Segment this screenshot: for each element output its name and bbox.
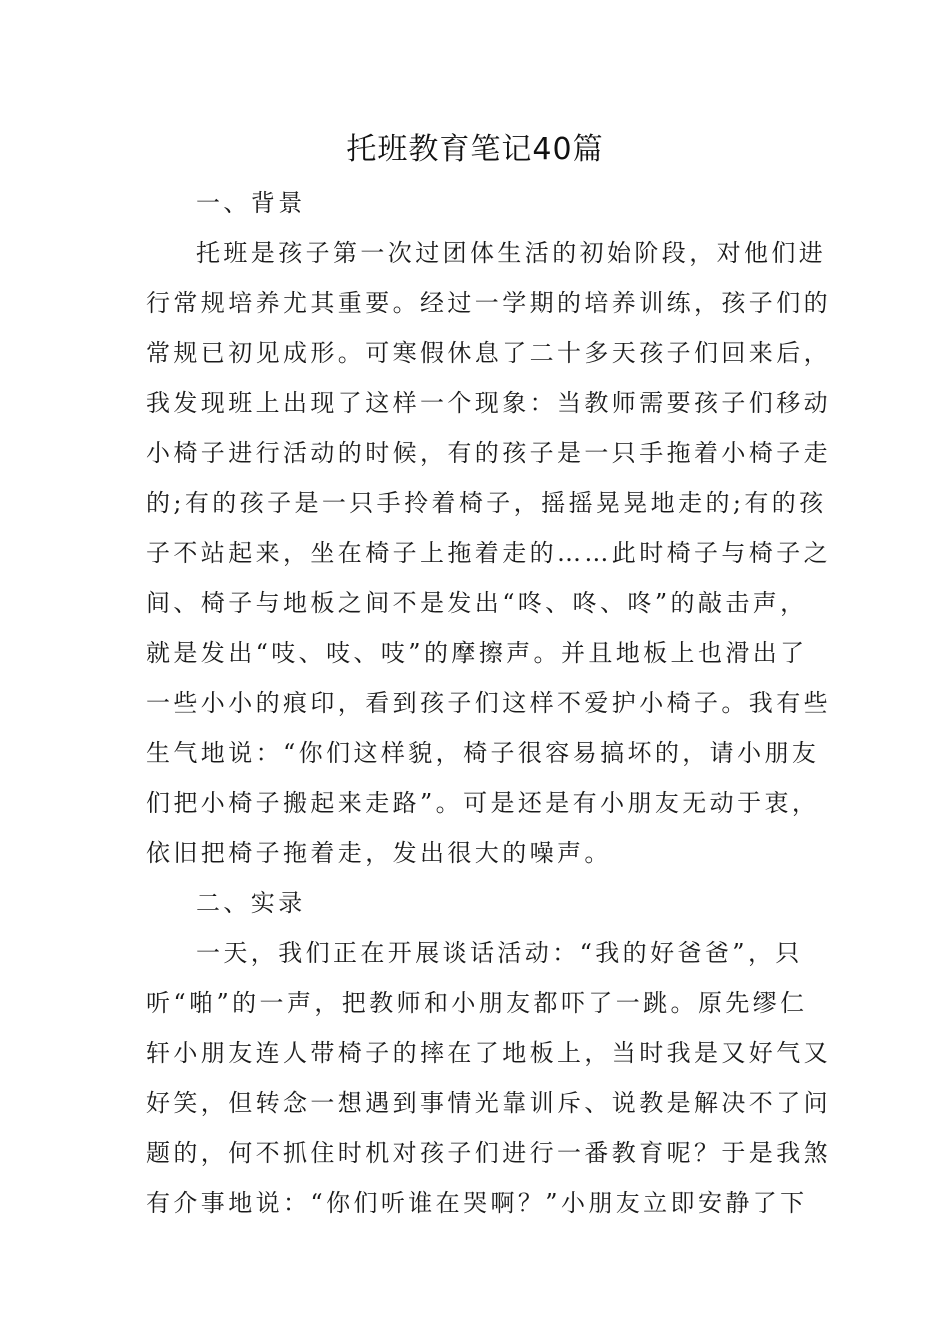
paragraph-line: 们把小椅子搬起来走路”。可是还是有小朋友无动于衷， [146,789,820,817]
paragraph-line: 我发现班上出现了这样一个现象：当教师需要孩子们移动 [146,389,831,417]
paragraph-line: 有介事地说：“你们听谁在哭啊？”小朋友立即安静了下 [146,1189,808,1217]
paragraph-line: 题的，何不抓住时机对孩子们进行一番教育呢？于是我煞 [146,1139,831,1167]
paragraph-line: 间、椅子与地板之间不是发出“咚、咚、咚”的敲击声， [146,589,808,617]
paragraph-line: 一天，我们正在开展谈话活动：“我的好爸爸”，只 [196,939,803,967]
document-body [146,178,831,1228]
paragraph-line: 托班是孩子第一次过团体生活的初始阶段，对他们进 [196,239,827,267]
document-title: 托班教育笔记40篇 [346,132,604,167]
paragraph-line: 子不站起来，坐在椅子上拖着走的……此时椅子与椅子之 [146,539,831,567]
paragraph-line: 就是发出“吱、吱、吱”的摩擦声。并且地板上也滑出了 [146,639,808,667]
paragraph-line: 小椅子进行活动的时候，有的孩子是一只手拖着小椅子走 [146,439,831,467]
paragraph-line: 一些小小的痕印，看到孩子们这样不爱护小椅子。我有些 [146,689,831,717]
paragraph-line: 常规已初见成形。可寒假休息了二十多天孩子们回来后， [146,339,831,367]
paragraph-line: 轩小朋友连人带椅子的摔在了地板上，当时我是又好气又 [146,1039,831,1067]
paragraph-line: 行常规培养尤其重要。经过一学期的培养训练，孩子们的 [146,289,831,317]
paragraph-line: 的;有的孩子是一只手拎着椅子，摇摇晃晃地走的;有的孩 [146,489,827,517]
paragraph-line: 依旧把椅子拖着走，发出很大的噪声。 [146,839,612,867]
section-heading-record: 二、实录 [196,889,306,917]
section-heading-background: 一、背景 [196,189,306,217]
paragraph-line: 听“啪”的一声，把教师和小朋友都吓了一跳。原先缪仁 [146,989,808,1017]
paragraph-background [146,228,831,878]
paragraph-line: 生气地说：“你们这样貌，椅子很容易搞坏的，请小朋友 [146,739,820,767]
paragraph-record [146,928,831,1228]
paragraph-line: 好笑，但转念一想遇到事情光靠训斥、说教是解决不了问 [146,1089,831,1117]
